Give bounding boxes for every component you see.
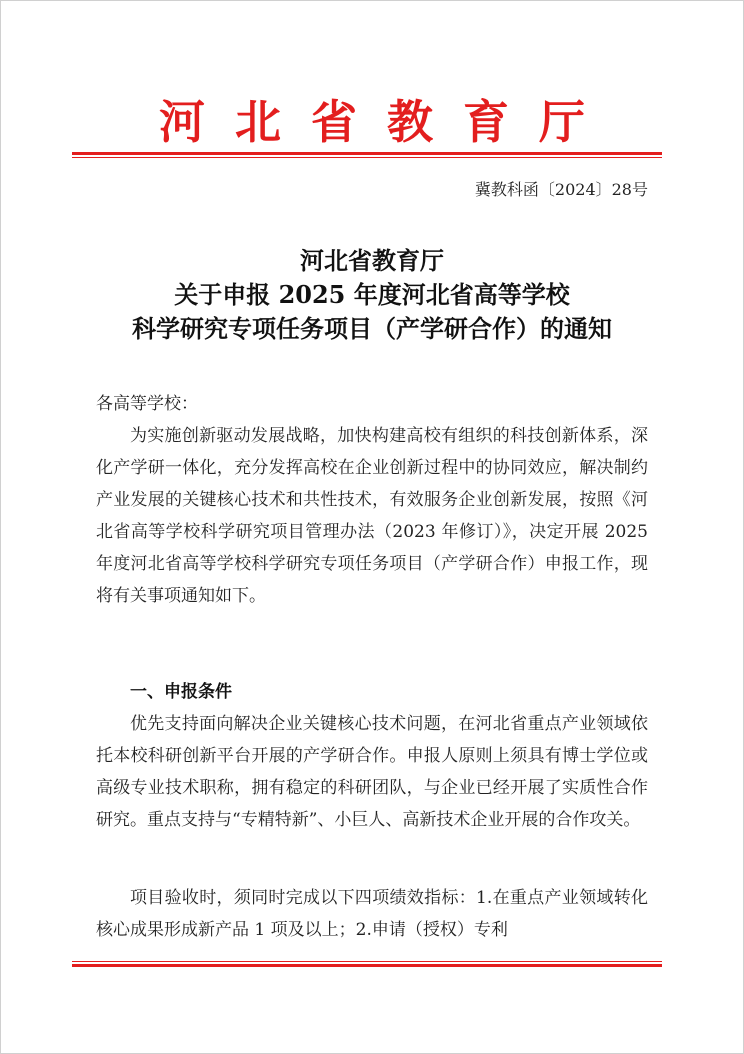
intro-paragraph: 为实施创新驱动发展战略，加快构建高校有组织的科技创新体系，深化产学研一体化，充分发挥高校在企业创新过程中的协同效应，解决制约产业发展的关键核心技术和共性技术，有效服务企业创新发展，按照《河北省高等学校科学研究项目管理办法（2023 年修订）》，决定开展 2025 年度河北省高等学校科学研究专项任务项目（产学研合作）申报工作，现将有关事项通知如下。	[96, 426, 648, 606]
letterhead-rule-thin	[72, 157, 662, 158]
letterhead-title: 河北省教育厅	[159, 95, 615, 149]
acceptance-paragraph-text: 项目验收时，须同时完成以下四项绩效指标：1.在重点产业领域转化核心成果形成新产品 1 项及以上；2.申请（授权）专利	[96, 888, 648, 940]
title-line-3: 科学研究专项任务项目（产学研合作）的通知	[132, 314, 612, 343]
title-line-1: 河北省教育厅	[300, 246, 444, 275]
acceptance-paragraph	[96, 882, 648, 946]
footer-rule-thick	[72, 964, 662, 967]
document-number: 冀教科函〔2024〕28号	[474, 180, 648, 199]
letterhead-rule-thick	[72, 152, 662, 155]
document-title	[60, 244, 684, 346]
conditions-paragraph: 优先支持面向解决企业关键核心技术问题，在河北省重点产业领域依托本校科研创新平台开展的产学研合作。申报人原则上须具有博士学位或高级专业技术职称，拥有稳定的科研团队，与企业已经开展了实质性合作研究。重点支持与“专精特新”、小巨人、高新技术企业开展的合作攻关。	[96, 714, 648, 830]
salutation: 各高等学校：	[96, 394, 198, 414]
title-line-2: 关于申报 2025 年度河北省高等学校	[174, 280, 570, 309]
footer-rule-thin	[72, 961, 662, 962]
section-heading-conditions: 一、申报条件	[130, 682, 232, 702]
